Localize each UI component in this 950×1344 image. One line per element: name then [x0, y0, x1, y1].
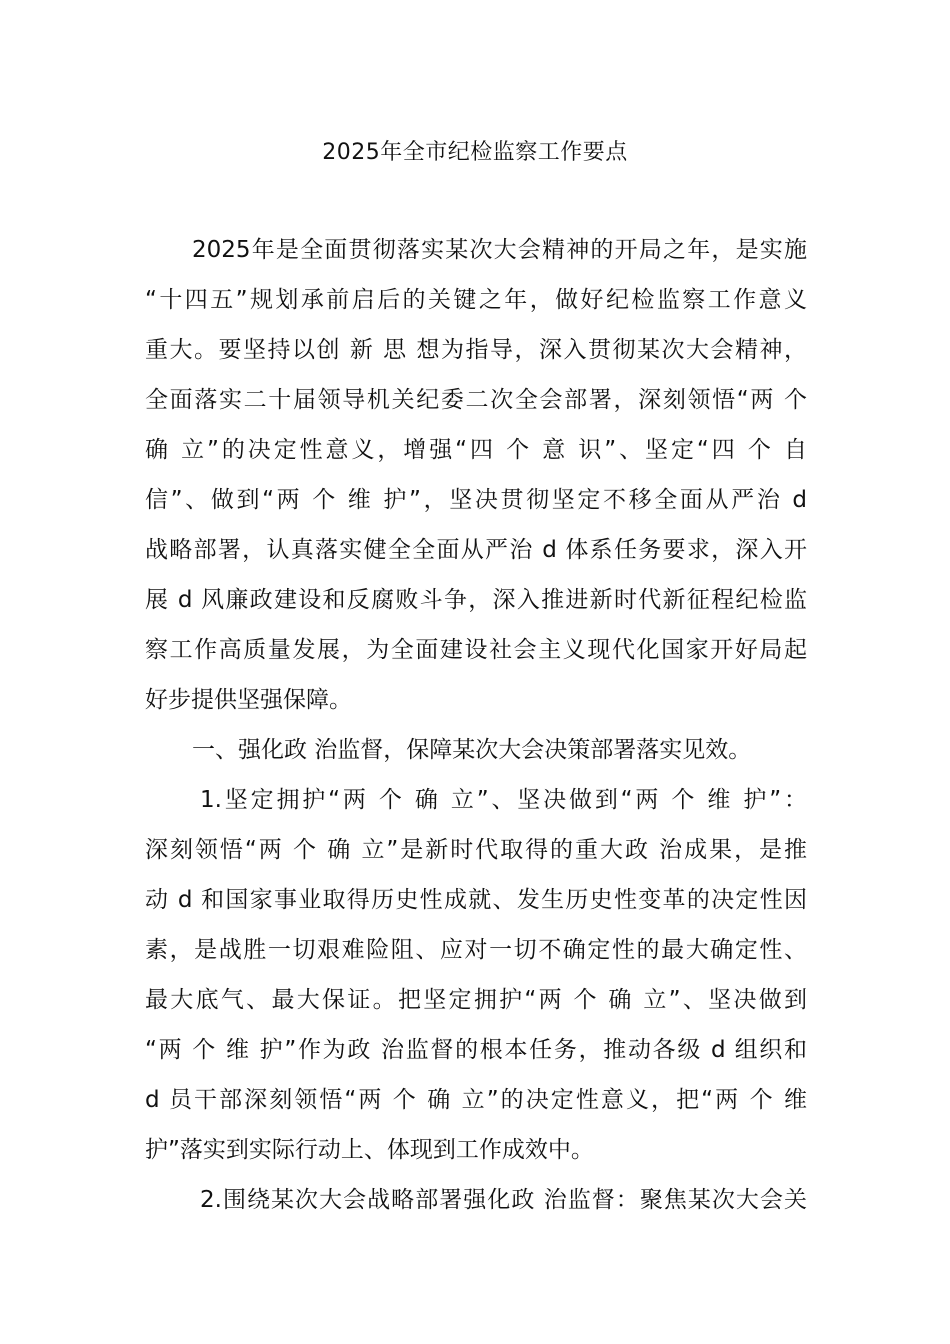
- paragraph-line: 全面落实二十届领导机关纪委二次全会部署，深刻领悟“两 个: [145, 387, 807, 413]
- paragraph-line: 素，是战胜一切艰难险阻、应对一切不确定性的最大确定性、: [145, 937, 807, 963]
- paragraph-line: 察工作高质量发展，为全面建设社会主义现代化国家开好局起: [145, 637, 807, 663]
- subsection-heading: 2.围绕某次大会战略部署强化政 治监督：聚焦某次大会关: [200, 1187, 807, 1213]
- paragraph-line: “两 个 维 护”作为政 治监督的根本任务，推动各级 d 组织和: [145, 1037, 807, 1063]
- paragraph-line: d 员干部深刻领悟“两 个 确 立”的决定性意义，把“两 个 维: [145, 1087, 807, 1113]
- document-title: 2025年全市纪检监察工作要点: [322, 140, 628, 165]
- subsection-heading: 1.坚定拥护“两 个 确 立”、坚决做到“两 个 维 护”：: [200, 787, 807, 813]
- paragraph-line: 最大底气、最大保证。把坚定拥护“两 个 确 立”、坚决做到: [145, 987, 807, 1013]
- paragraph-line: 重大。要坚持以创 新 思 想为指导，深入贯彻某次大会精神，: [145, 337, 807, 363]
- paragraph-line: 深刻领悟“两 个 确 立”是新时代取得的重大政 治成果，是推: [145, 837, 807, 863]
- paragraph-line: 护”落实到实际行动上、体现到工作成效中。: [145, 1137, 594, 1163]
- paragraph-line: 2025年是全面贯彻落实某次大会精神的开局之年，是实施: [192, 237, 807, 263]
- paragraph-line: 动 d 和国家事业取得历史性成就、发生历史性变革的决定性因: [145, 887, 807, 913]
- paragraph-line: 战略部署，认真落实健全全面从严治 d 体系任务要求，深入开: [145, 537, 807, 563]
- paragraph-line: 好步提供坚强保障。: [145, 687, 352, 713]
- paragraph-line: 展 d 风廉政建设和反腐败斗争，深入推进新时代新征程纪检监: [145, 587, 807, 613]
- paragraph-line: 信”、做到“两 个 维 护”，坚决贯彻坚定不移全面从严治 d: [145, 487, 807, 513]
- paragraph-line: “十四五”规划承前启后的关键之年，做好纪检监察工作意义: [145, 287, 807, 313]
- section-heading: 一、强化政 治监督，保障某次大会决策部署落实见效。: [192, 737, 752, 763]
- paragraph-line: 确 立”的决定性意义，增强“四 个 意 识”、坚定“四 个 自: [145, 437, 807, 463]
